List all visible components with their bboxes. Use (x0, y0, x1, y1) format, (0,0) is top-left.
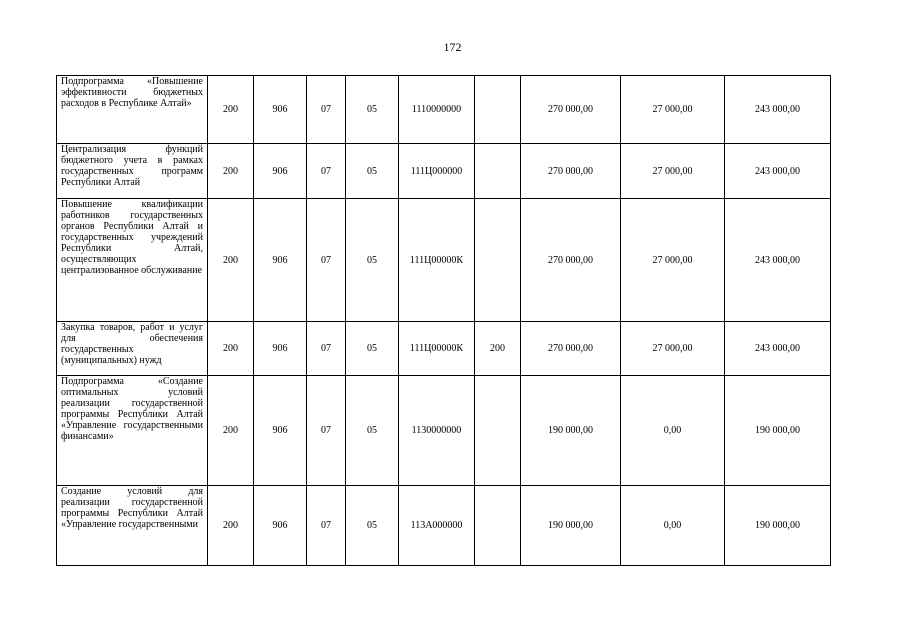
cell-v2: 27 000,00 (621, 144, 725, 199)
cell-c4: 05 (346, 76, 399, 144)
cell-code: 111Ц00000К (399, 199, 475, 322)
cell-v2: 27 000,00 (621, 76, 725, 144)
budget-table (56, 75, 831, 566)
table-row (57, 322, 831, 376)
cell-c1: 200 (208, 322, 254, 376)
cell-vr (475, 144, 521, 199)
cell-vr: 200 (475, 322, 521, 376)
table-row (57, 199, 831, 322)
cell-name: Подпрограмма «Создание оптимальных условий реализации государственной программы Республики Алтай «Управление государственными финансами» (57, 376, 208, 486)
cell-code: 111Ц000000 (399, 144, 475, 199)
cell-code: 1130000000 (399, 376, 475, 486)
cell-name: Централизация функций бюджетного учета в рамках государственных программ Республики Алтай (57, 144, 208, 199)
cell-v3: 243 000,00 (725, 199, 831, 322)
cell-vr (475, 76, 521, 144)
cell-v1: 190 000,00 (521, 376, 621, 486)
cell-c4: 05 (346, 322, 399, 376)
cell-c2: 906 (254, 199, 307, 322)
table-row (57, 376, 831, 486)
cell-v1: 270 000,00 (521, 144, 621, 199)
cell-c4: 05 (346, 486, 399, 566)
cell-name: Подпрограмма «Повышение эффективности бюджетных расходов в Республике Алтай» (57, 76, 208, 144)
cell-v3: 190 000,00 (725, 486, 831, 566)
cell-c4: 05 (346, 376, 399, 486)
cell-c3: 07 (307, 376, 346, 486)
cell-c2: 906 (254, 76, 307, 144)
cell-v1: 270 000,00 (521, 76, 621, 144)
cell-name: Создание условий для реализации государственной программы Республики Алтай «Управление государственными (57, 486, 208, 566)
table-row (57, 486, 831, 566)
cell-v3: 243 000,00 (725, 76, 831, 144)
cell-code: 1110000000 (399, 76, 475, 144)
cell-c3: 07 (307, 486, 346, 566)
cell-c3: 07 (307, 76, 346, 144)
table-row (57, 76, 831, 144)
cell-v2: 27 000,00 (621, 322, 725, 376)
cell-c2: 906 (254, 376, 307, 486)
cell-vr (475, 486, 521, 566)
cell-c1: 200 (208, 376, 254, 486)
cell-vr (475, 199, 521, 322)
cell-c1: 200 (208, 144, 254, 199)
cell-v1: 190 000,00 (521, 486, 621, 566)
cell-c4: 05 (346, 144, 399, 199)
cell-c1: 200 (208, 76, 254, 144)
cell-vr (475, 376, 521, 486)
page-number: 172 (443, 40, 462, 54)
cell-v3: 190 000,00 (725, 376, 831, 486)
cell-c1: 200 (208, 199, 254, 322)
cell-c3: 07 (307, 144, 346, 199)
cell-v2: 27 000,00 (621, 199, 725, 322)
cell-c4: 05 (346, 199, 399, 322)
cell-v3: 243 000,00 (725, 322, 831, 376)
cell-v2: 0,00 (621, 486, 725, 566)
cell-v2: 0,00 (621, 376, 725, 486)
cell-v1: 270 000,00 (521, 199, 621, 322)
cell-code: 111Ц00000К (399, 322, 475, 376)
cell-c2: 906 (254, 322, 307, 376)
cell-v3: 243 000,00 (725, 144, 831, 199)
cell-name: Повышение квалификации работников государственных органов Республики Алтай и государственных учреждений Республики Алтай, осуществляющих централизованное обслуживание (57, 199, 208, 322)
cell-c2: 906 (254, 144, 307, 199)
cell-c2: 906 (254, 486, 307, 566)
cell-c3: 07 (307, 199, 346, 322)
cell-c3: 07 (307, 322, 346, 376)
cell-c1: 200 (208, 486, 254, 566)
table-row (57, 144, 831, 199)
cell-name: Закупка товаров, работ и услуг для обеспечения государственных (муниципальных) нужд (57, 322, 208, 376)
cell-code: 113А000000 (399, 486, 475, 566)
cell-v1: 270 000,00 (521, 322, 621, 376)
